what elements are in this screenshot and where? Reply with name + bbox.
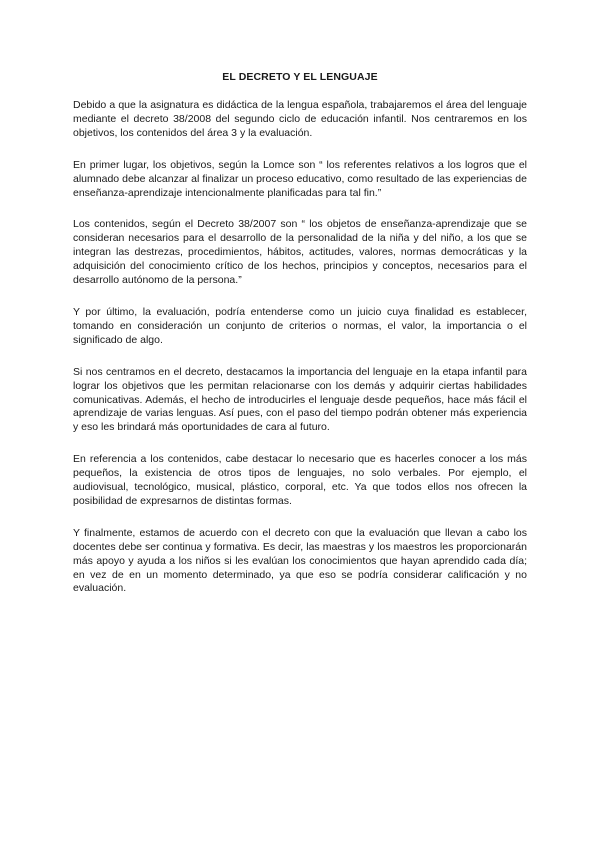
paragraph-contents: Los contenidos, según el Decreto 38/2007 son “ los objetos de enseñanza-aprendizaje que se consideran necesarios para el desarrollo de la personalidad de la niña y del niño, a los que se integran las destrezas, procedimientos, hábitos, actitudes, valores, normas democráticas y la adquisición del conocimiento crítico de los hechos, principios y conceptos, necesarios para el desarrollo autónomo de la persona.” (73, 218, 527, 287)
paragraph-content-reference: En referencia a los contenidos, cabe destacar lo necesario que es hacerles conocer a los más pequeños, la existencia de otros tipos de lenguajes, no solo verbales. Por ejemplo, el audiovisual, tecnológico, musical, plástico, corporal, etc. Ya que todos ellos nos ofrecen la posibilidad de expresarnos de distintas formas. (73, 453, 527, 507)
paragraph-introduction: Debido a que la asignatura es didáctica de la lengua española, trabajaremos el área del lenguaje mediante el decreto 38/2008 del segundo ciclo de educación infantil. Nos centraremos en los objetivos, los contenidos del área 3 y la evaluación. (73, 99, 527, 139)
paragraph-conclusion: Y finalmente, estamos de acuerdo con el decreto con que la evaluación que llevan a cabo los docentes debe ser continua y formativa. Es decir, las maestras y los maestros les proporcionarán más apoyo y ayuda a los niños si les evalúan los conocimientos que hayan aprendido cada día; en vez de en un momento determinado, ya que eso se podría considerar calificación y no evaluación. (73, 526, 527, 595)
document-title: EL DECRETO Y EL LENGUAJE (222, 71, 378, 83)
document-body (73, 99, 527, 614)
paragraph-objectives: En primer lugar, los objetivos, según la Lomce son “ los referentes relativos a los logros que el alumnado debe alcanzar al finalizar un proceso educativo, como resultado de las experiencias de enseñanza-aprendizaje intencionalmente planificadas para tal fin.” (73, 158, 527, 199)
paragraph-evaluation: Y por último, la evaluación, podría entenderse como un juicio cuya finalidad es establecer, tomando en consideración un conjunto de criterios o normas, el valor, la importancia o el significado de algo. (73, 305, 527, 346)
paragraph-decree-language: Si nos centramos en el decreto, destacamos la importancia del lenguaje en la etapa infantil para lograr los objetivos que les permitan relacionarse con los demás y adquirir ciertas habilidades comunicativas. Además, el hecho de introducirles el lenguaje desde pequeños, hace más fácil el aprendizaje de varias lenguas. Así pues, con el paso del tiempo podrán obtener más experiencia y eso les brindará más oportunidades de cara al futuro. (73, 365, 527, 434)
